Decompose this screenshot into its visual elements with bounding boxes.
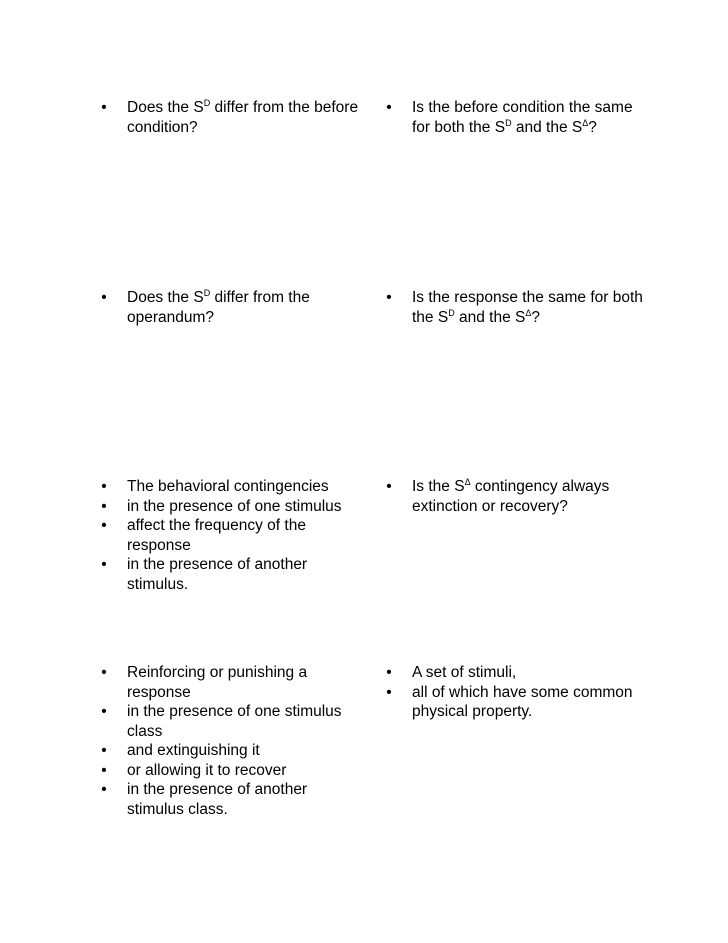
bullet-icon: •	[386, 99, 392, 116]
list-item	[98, 761, 368, 781]
item-text: in the presence of one stimulus class	[127, 703, 342, 740]
list-item	[383, 663, 643, 683]
list-item	[98, 780, 368, 819]
item-text: differ from the operandum?	[127, 289, 310, 326]
list-item	[98, 555, 368, 594]
item-text: and the S	[511, 118, 583, 136]
item-text: in the presence of one stimulus	[127, 497, 342, 515]
item-text: The behavioral contingencies	[127, 478, 329, 495]
bullet-icon: •	[386, 683, 392, 701]
card-response-same	[383, 288, 643, 327]
bullet-icon: •	[101, 289, 107, 306]
bullet-icon: •	[101, 99, 107, 116]
bullet-icon: •	[101, 781, 107, 798]
list-item	[383, 98, 643, 137]
list-item	[383, 683, 643, 722]
card-sd-vs-before-condition	[98, 98, 368, 137]
list-item	[98, 98, 368, 137]
bullet-icon: •	[101, 742, 107, 759]
superscript: D	[203, 98, 211, 108]
list-item	[98, 497, 368, 517]
list-item	[383, 288, 643, 327]
item-text: in the presence of another stimulus.	[127, 556, 308, 593]
item-text: Reinforcing or punishing a response	[127, 664, 308, 701]
card-before-condition-same	[383, 98, 643, 137]
superscript: Δ	[525, 307, 532, 318]
item-text: and extinguishing it	[127, 742, 260, 759]
item-text: differ from the before condition?	[127, 99, 359, 136]
list-item	[98, 288, 368, 327]
item-text: all of which have some common physical property.	[412, 683, 633, 720]
list-item	[98, 516, 368, 555]
item-text: affect the frequency of the response	[127, 517, 306, 554]
superscript: D	[505, 117, 512, 128]
item-text: and the S	[454, 308, 526, 326]
bullet-icon: •	[386, 664, 392, 681]
item-text: Does the S	[127, 99, 204, 116]
bullet-icon: •	[101, 664, 107, 681]
list-item	[98, 477, 368, 497]
item-text: ?	[588, 118, 597, 136]
bullet-icon: •	[101, 478, 107, 495]
card-s-delta-contingency	[383, 477, 643, 516]
bullet-icon: •	[386, 478, 392, 495]
superscript: D	[448, 307, 455, 318]
item-text: or allowing it to recover	[127, 761, 287, 779]
bullet-icon: •	[101, 556, 107, 573]
item-text: contingency always extinction or recovery?	[412, 478, 610, 515]
superscript: Δ	[582, 117, 589, 128]
card-stimulus-class	[383, 663, 643, 722]
bullet-icon: •	[101, 517, 107, 534]
bullet-icon: •	[101, 761, 107, 779]
card-behavioral-contingencies	[98, 477, 368, 594]
list-item	[383, 477, 643, 516]
bullet-icon: •	[101, 497, 107, 515]
bullet-icon: •	[386, 289, 392, 306]
card-reinforcing-or-punishing	[98, 663, 368, 819]
item-text: Is the before condition the same for both the S	[412, 99, 633, 136]
list-item	[98, 702, 368, 741]
superscript: D	[203, 288, 211, 298]
superscript: Δ	[464, 477, 471, 487]
list-item	[98, 741, 368, 761]
item-text: Does the S	[127, 289, 204, 306]
bullet-icon: •	[101, 703, 107, 720]
card-sd-vs-operandum	[98, 288, 368, 327]
item-text: A set of stimuli,	[412, 664, 517, 681]
list-item	[98, 663, 368, 702]
item-text: in the presence of another stimulus class.	[127, 781, 308, 818]
item-text: ?	[531, 308, 541, 326]
item-text: Is the S	[412, 478, 465, 495]
item-text: Is the response the same for both the S	[412, 289, 643, 326]
